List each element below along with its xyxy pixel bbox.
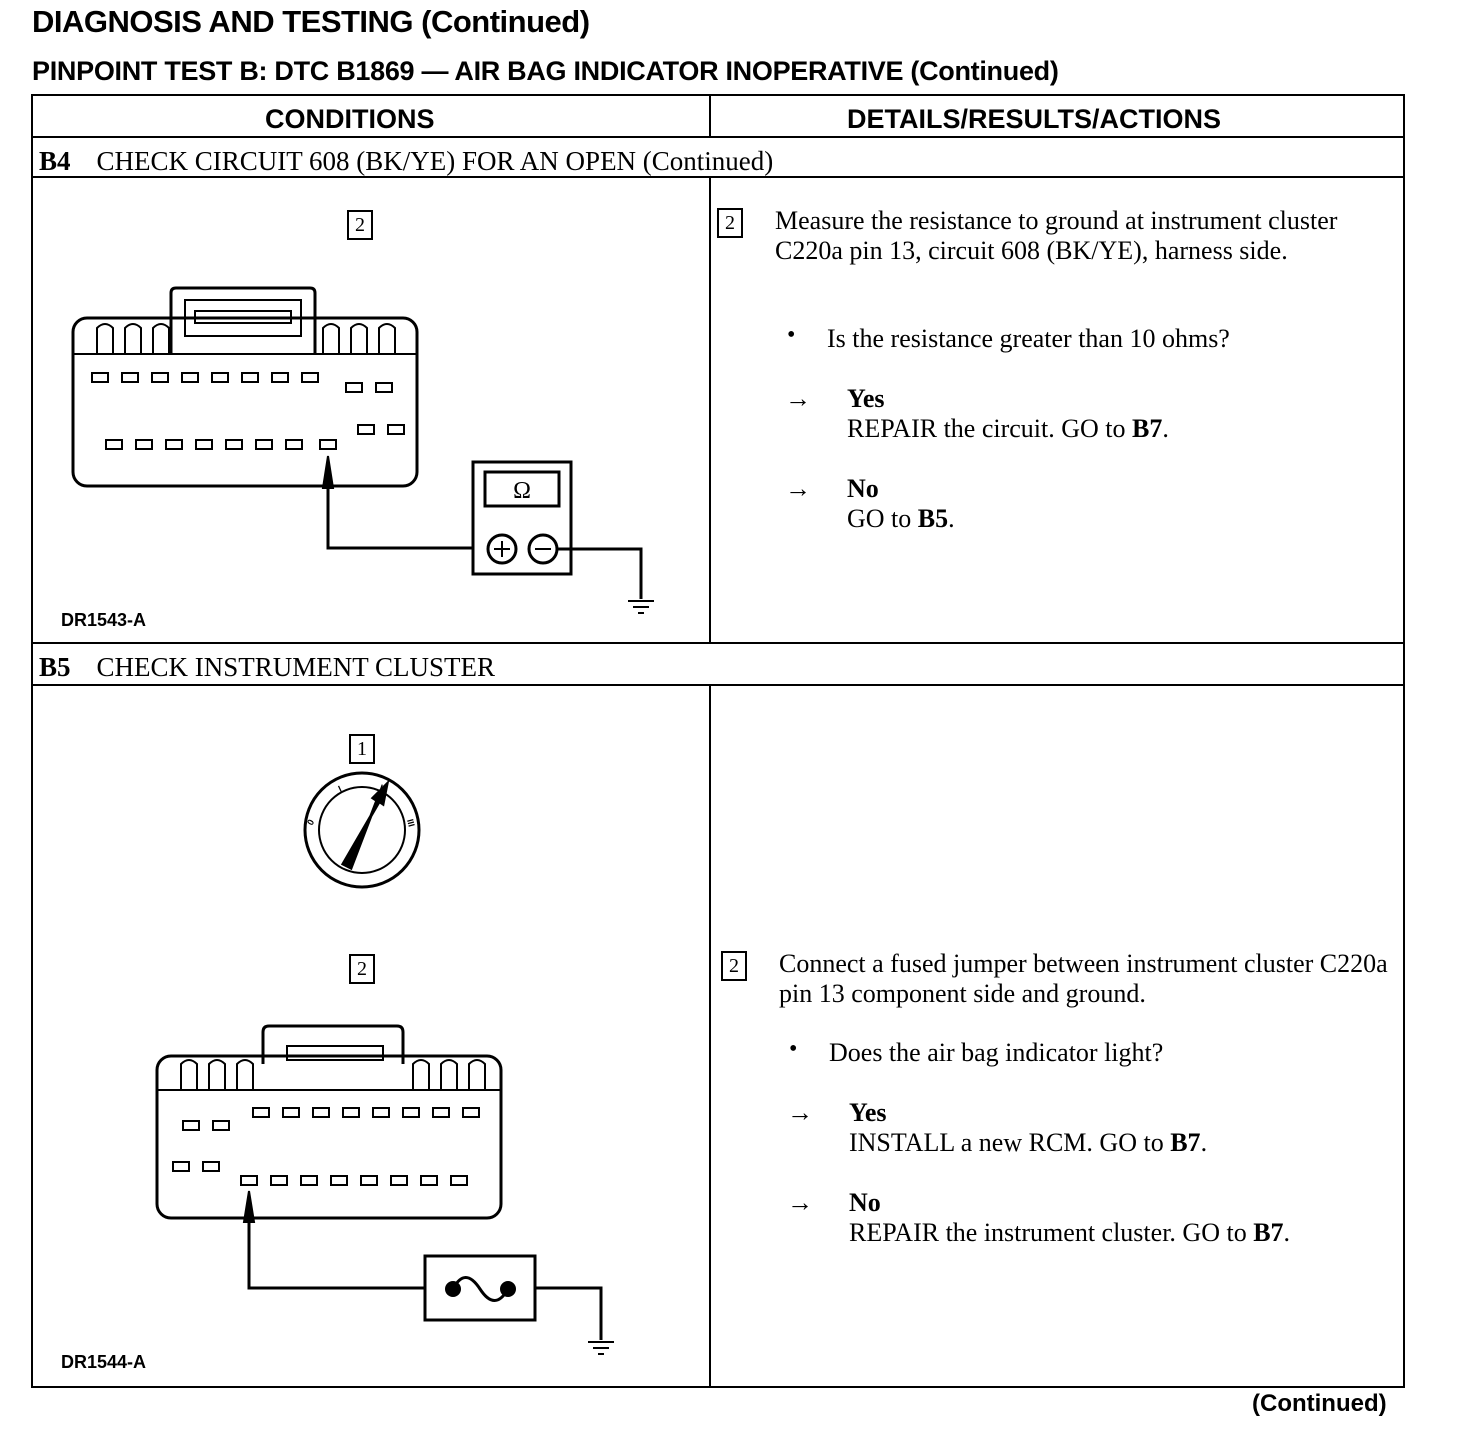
- details-header: DETAILS/RESULTS/ACTIONS: [847, 104, 1222, 134]
- result-action: INSTALL a new RCM. GO to B7.: [849, 1128, 1208, 1157]
- b5-instruction-number: 2: [721, 951, 747, 981]
- b5-result-yes: [787, 1098, 1208, 1158]
- result-action: REPAIR the circuit. GO to B7.: [847, 414, 1169, 443]
- arrow-icon: →: [787, 1188, 813, 1217]
- conditions-header: CONDITIONS: [265, 104, 435, 134]
- b4-instruction-text: Measure the resistance to ground at instrument cluster C220a pin 13, circuit 608 (BK/YE), harness side.: [775, 206, 1338, 265]
- svg-text:0: 0: [305, 817, 317, 827]
- result-answer: Yes: [847, 384, 885, 413]
- arrow-icon: →: [787, 1098, 813, 1127]
- b5-result-no: [787, 1188, 1291, 1248]
- continued-note: (Continued): [1252, 1390, 1387, 1417]
- b4-instruction: [717, 206, 1397, 265]
- result-action: GO to B5.: [847, 504, 955, 533]
- result-answer: Yes: [849, 1098, 887, 1127]
- result-answer: No: [847, 474, 879, 503]
- test-title: PINPOINT TEST B: DTC B1869 — AIR BAG INDICATOR INOPERATIVE (Continued): [32, 56, 1059, 86]
- step-b5-title: CHECK INSTRUMENT CLUSTER: [96, 652, 496, 682]
- column-divider: [709, 96, 711, 136]
- b5-instruction-text: Connect a fused jumper between instrument cluster C220a pin 13 component side and ground.: [779, 949, 1388, 1008]
- b5-connector-pins: [173, 1108, 479, 1185]
- b4-result-yes: [785, 384, 1169, 444]
- b5-ground-icon: [588, 1342, 614, 1354]
- bullet-icon: •: [787, 322, 796, 348]
- b4-instruction-number: 2: [717, 208, 743, 238]
- arrow-icon: →: [785, 384, 811, 413]
- b4-result-no: [785, 474, 955, 534]
- column-divider: [709, 684, 711, 1388]
- ohm-symbol: Ω: [513, 478, 531, 504]
- bullet-icon: •: [789, 1036, 798, 1062]
- svg-text:II: II: [378, 782, 387, 794]
- b5-connector: [157, 1026, 501, 1218]
- jumper-wire: [249, 1222, 425, 1288]
- arrow-icon: →: [785, 474, 811, 503]
- b5-question: • Does the air bag indicator light?: [789, 1036, 1164, 1067]
- b5-ground-lead: [535, 1288, 601, 1340]
- b5-figure-step-2: 2: [349, 954, 375, 984]
- step-b4-title: CHECK CIRCUIT 608 (BK/YE) FOR AN OPEN (Continued): [96, 146, 774, 176]
- svg-text:III: III: [405, 817, 417, 828]
- column-divider: [709, 176, 711, 642]
- b4-figure-step-number: 2: [347, 210, 373, 240]
- ignition-switch-icon: [305, 773, 419, 887]
- page-title: DIAGNOSIS AND TESTING (Continued): [32, 4, 590, 39]
- step-b4-id: B4: [39, 146, 71, 176]
- b5-figure-label: DR1544-A: [61, 1352, 147, 1372]
- b5-instruction: [721, 949, 1401, 1008]
- step-b5-id: B5: [39, 652, 71, 682]
- jumper-tip: [244, 1191, 254, 1222]
- result-action: REPAIR the instrument cluster. GO to B7.: [849, 1218, 1291, 1247]
- b4-figure-label: DR1543-A: [61, 610, 147, 630]
- result-answer: No: [849, 1188, 881, 1217]
- b5-diagrams: [33, 96, 709, 1388]
- diagnostic-table: [31, 94, 1405, 1388]
- svg-text:I: I: [336, 783, 344, 794]
- b5-figure-step-1: 1: [349, 734, 375, 764]
- b4-question: • Is the resistance greater than 10 ohms?: [787, 322, 1230, 353]
